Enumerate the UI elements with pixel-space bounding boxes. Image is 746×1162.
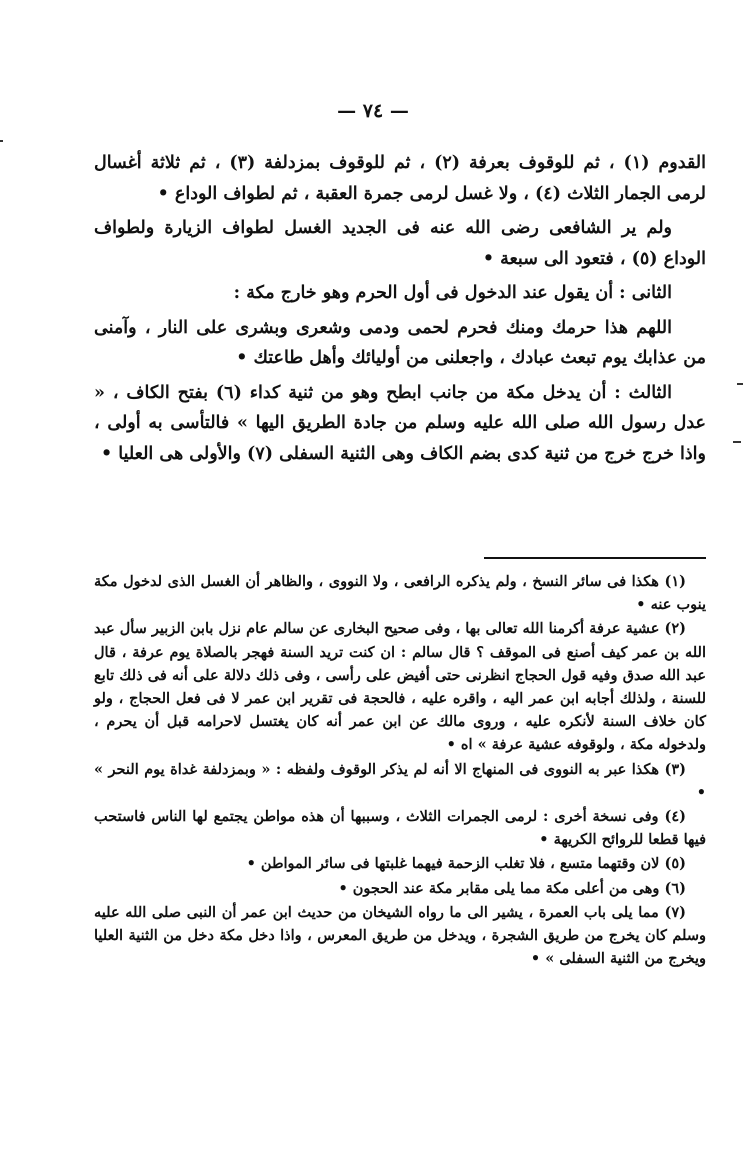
page-number: — ٧٤ — (337, 100, 409, 122)
footnote: (٣) هكذا عبر به النووى فى المنهاج الا أنه لم يذكر الوقوف ولفظه : « وبمزدلفة غداة يوم النحر » • (94, 760, 706, 801)
scan-mark-left (0, 140, 3, 142)
footnote: (٥) لان وقتهما متسع ، فلا تغلب الزحمة فيهما غلبتها فى سائر المواطن • (246, 855, 686, 873)
paragraph: الثانى : أن يقول عند الدخول فى أول الحرم وهو خارج مكة : (233, 283, 672, 303)
footnote: (٢) عشية عرفة أكرمنا الله تعالى بها ، وفى صحيح البخارى عن سالم عام نزل بابن الزبير سأل عبد الله بن عمر كيف أصنع فى الموقف ؟ قال سالم : ان كنت تريد السنة فهجر بالصلاة يوم عرفة ، قال عبد الله صدق وفيه قول الحجاج انظرنى حتى أفيض على رأسى ، وفى ذلك دلالة على أنه فى ذلك تابع للسنة ، ولذلك أجابه ابن عمر اليه ، واقره عليه ، فالحجة فى تقرير ابن عمر لا فى فعل الحجاج ، ولو كان خلاف السنة لأنكره عليه ، وروى مالك عن ابن عمر أنه كان يغتسل لاحرامه قبل أن يحرم ، ولدخوله مكة ، ولوقوفه عشية عرفة » اه • (94, 620, 707, 754)
footnote: (٧) مما يلى باب العمرة ، يشير الى ما رواه الشيخان من حديث ابن عمر أن النبى صلى الله عليه وسلم كان يخرج من طريق الشجرة ، ويدخل من طريق المعرس ، واذا دخل مكة دخل من الثنية العليا ويخرج من الثنية السفلى » • (94, 903, 706, 968)
paragraph: اللهم هذا حرمك ومنك فحرم لحمى ودمى وشعرى وبشرى على النار ، وآمنى من عذابك يوم تبعث عبادك ، واجعلنى من أوليائك وأهل طاعتك • (94, 317, 706, 368)
main-text (94, 148, 706, 473)
paragraph: القدوم (١) ، ثم للوقوف بعرفة (٢) ، ثم للوقوف بمزدلفة (٣) ، ثم ثلاثة أغسال لرمى الجمار الثلاث (٤) ، ولا غسل لرمى جمرة العقبة ، ثم لطواف الوداع • (94, 153, 706, 204)
scan-mark-right (737, 383, 743, 385)
paragraph: الثالث : أن يدخل مكة من جانب ابطح وهو من ثنية كداء (٦) بفتح الكاف ، « عدل رسول الله صلى الله عليه وسلم من جادة الطريق اليها » فالتأسى به أولى ، واذا خرج خرج من ثنية كدى بضم الكاف وهى الثنية السفلى (٧) والأولى هى العليا • (94, 382, 706, 464)
footnote-separator (484, 557, 706, 559)
footnote: (٦) وهى من أعلى مكة مما يلى مقابر مكة عند الحجون • (338, 879, 686, 897)
footnote: (٤) وفى نسخة أخرى : لرمى الجمرات الثلاث ، وسببها أن هذه مواطن يجتمع لها الناس فاستحب فيها قطعا للروائح الكريهة • (94, 808, 706, 849)
footnote: (١) هكذا فى سائر النسخ ، ولم يذكره الرافعى ، ولا النووى ، والظاهر أن الغسل الذى لدخول مكة ينوب عنه • (94, 573, 706, 614)
scan-mark-right (733, 441, 741, 443)
footnotes (94, 570, 706, 971)
paragraph: ولم ير الشافعى رضى الله عنه فى الجديد الغسل لطواف الزيارة ولطواف الوداع (٥) ، فتعود الى سبعة • (94, 218, 706, 269)
